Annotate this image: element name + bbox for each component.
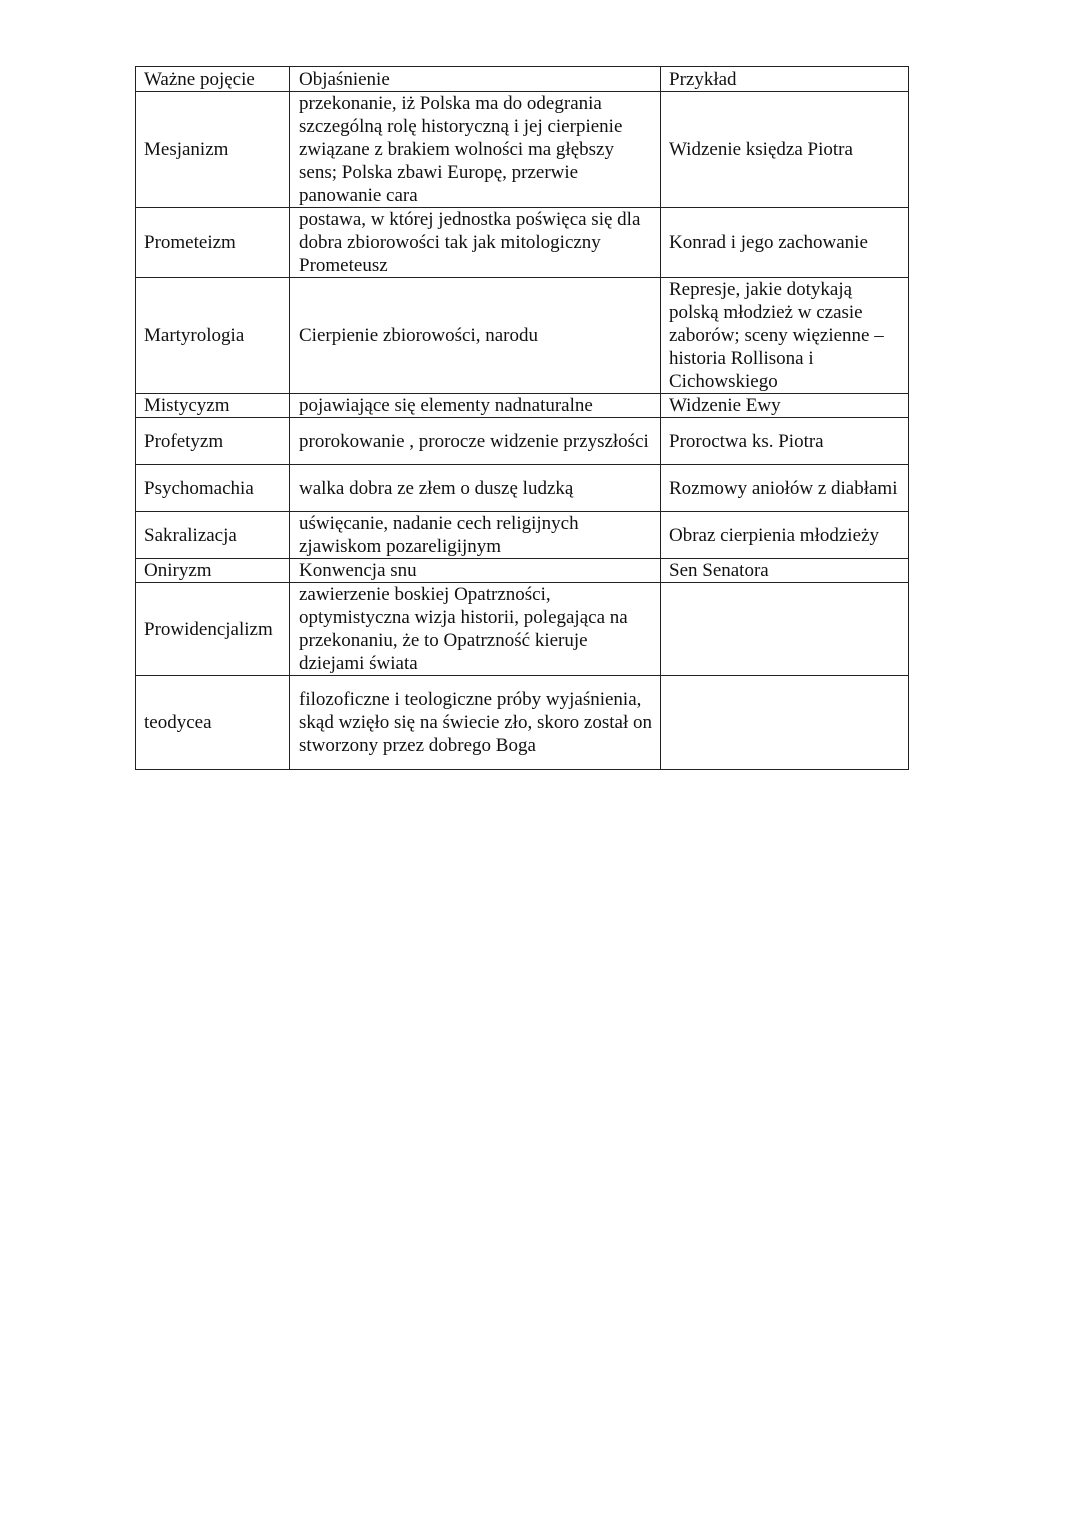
term-cell: Oniryzm	[136, 559, 290, 583]
table-row	[136, 583, 909, 676]
header-example: Przykład	[661, 67, 909, 92]
term-cell: Psychomachia	[136, 465, 290, 512]
example-cell: Proroctwa ks. Piotra	[661, 418, 909, 465]
term-cell: Sakralizacja	[136, 512, 290, 559]
example-cell: Sen Senatora	[661, 559, 909, 583]
example-cell	[661, 676, 909, 770]
explanation-cell: postawa, w której jednostka poświęca się dla dobra zbiorowości tak jak mitologiczny Prometeusz	[290, 208, 661, 278]
table-row	[136, 208, 909, 278]
explanation-cell: przekonanie, iż Polska ma do odegrania szczególną rolę historyczną i jej cierpienie związane z brakiem wolności ma głębszy sens; Polska zbawi Europę, przerwie panowanie cara	[290, 92, 661, 208]
table-row	[136, 512, 909, 559]
term-cell: teodycea	[136, 676, 290, 770]
table-body	[136, 92, 909, 770]
header-row	[136, 67, 909, 92]
table-row	[136, 418, 909, 465]
explanation-cell: filozoficzne i teologiczne próby wyjaśnienia, skąd wzięło się na świecie zło, skoro został on stworzony przez dobrego Boga	[290, 676, 661, 770]
example-cell: Rozmowy aniołów z diabłami	[661, 465, 909, 512]
table-row	[136, 278, 909, 394]
explanation-cell: pojawiające się elementy nadnaturalne	[290, 394, 661, 418]
term-cell: Prometeizm	[136, 208, 290, 278]
example-cell	[661, 583, 909, 676]
term-cell: Prowidencjalizm	[136, 583, 290, 676]
table-row	[136, 92, 909, 208]
term-cell: Mistycyzm	[136, 394, 290, 418]
explanation-cell: Cierpienie zbiorowości, narodu	[290, 278, 661, 394]
header-term: Ważne pojęcie	[136, 67, 290, 92]
explanation-cell: zawierzenie boskiej Opatrzności, optymistyczna wizja historii, polegająca na przekonaniu, że to Opatrzność kieruje dziejami świata	[290, 583, 661, 676]
header-explanation: Objaśnienie	[290, 67, 661, 92]
table-header	[136, 67, 909, 92]
example-cell: Konrad i jego zachowanie	[661, 208, 909, 278]
table-row	[136, 559, 909, 583]
example-cell: Widzenie Ewy	[661, 394, 909, 418]
explanation-cell: uświęcanie, nadanie cech religijnych zjawiskom pozareligijnym	[290, 512, 661, 559]
explanation-cell: walka dobra ze złem o duszę ludzką	[290, 465, 661, 512]
example-cell: Obraz cierpienia młodzieży	[661, 512, 909, 559]
table-row	[136, 394, 909, 418]
term-cell: Martyrologia	[136, 278, 290, 394]
example-cell: Widzenie księdza Piotra	[661, 92, 909, 208]
term-cell: Profetyzm	[136, 418, 290, 465]
example-cell: Represje, jakie dotykają polską młodzież w czasie zaborów; sceny więzienne – historia Rollisona i Cichowskiego	[661, 278, 909, 394]
table-row	[136, 465, 909, 512]
explanation-cell: prorokowanie , prorocze widzenie przyszłości	[290, 418, 661, 465]
concepts-table	[135, 66, 909, 770]
explanation-cell: Konwencja snu	[290, 559, 661, 583]
table-row	[136, 676, 909, 770]
term-cell: Mesjanizm	[136, 92, 290, 208]
